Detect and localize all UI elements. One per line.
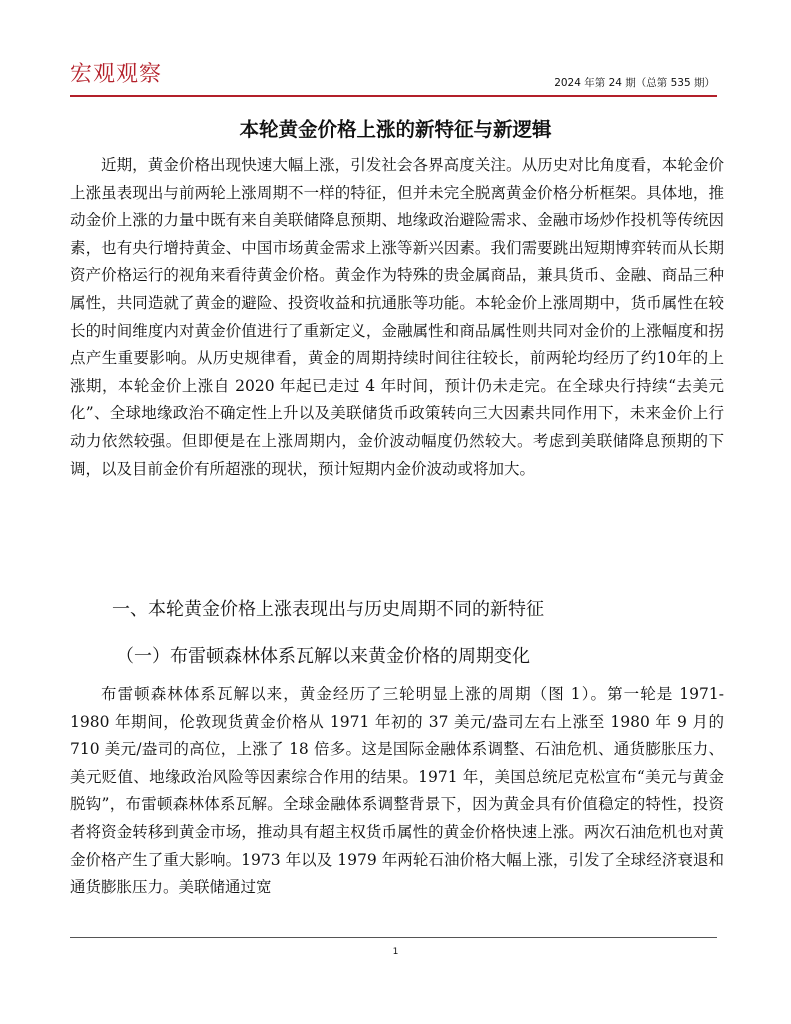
header-divider [70, 95, 717, 97]
intro-section [70, 152, 724, 483]
section-heading: 一、本轮黄金价格上涨表现出与历史周期不同的新特征 [112, 599, 544, 620]
subsection-heading: （一）布雷顿森林体系瓦解以来黄金价格的周期变化 [116, 646, 530, 667]
article-title: 本轮黄金价格上涨的新特征与新逻辑 [239, 118, 552, 141]
intro-paragraph: 近期，黄金价格出现快速大幅上涨，引发社会各界高度关注。从历史对比角度看，本轮金价上涨虽表现出与前两轮上涨周期不一样的特征，但并未完全脱离黄金价格分析框架。具体地，推动金价上涨的力量中既有来自美联储降息预期、地缘政治避险需求、金融市场炒作投机等传统因素，也有央行增持黄金、中国市场黄金需求上涨等新兴因素。我们需要跳出短期博弈转而从长期资产价格运行的视角来看待黄金价格。黄金作为特殊的贵金属商品，兼具货币、金融、商品三种属性，共同造就了黄金的避险、投资收益和抗通胀等功能。本轮金价上涨周期中，货币属性在较长的时间维度内对黄金价值进行了重新定义，金融属性和商品属性则共同对金价的上涨幅度和拐点产生重要影响。从历史规律看，黄金的周期持续时间往往较长，前两轮均经历了约10年的上涨期，本轮金价上涨自 2020 年起已走过 4 年时间，预计仍未走完。在全球央行持续“去美元化”、全球地缘政治不确定性上升以及美联储货币政策转向三大因素共同作用下，未来金价上行动力依然较强。但即便是在上涨周期内，金价波动幅度仍然较大。考虑到美联储降息预期的下调，以及目前金价有所超涨的现状，预计短期内金价波动或将加大。 [70, 156, 724, 478]
page-number: 1 [392, 947, 399, 957]
section-paragraph: 布雷顿森林体系瓦解以来，黄金经历了三轮明显上涨的周期（图 1）。第一轮是 1971-1980 年期间，伦敦现货黄金价格从 1971 年初的 37 美元/盎司左右上涨至 1980 年 9 月的 710 美元/盎司的高位，上涨了 18 倍多。这是国际金融体系调整、石油危机、通货膨胀压力、美元贬值、地缘政治风险等因素综合作用的结果。1971 年，美国总统尼克松宣布“美元与黄金脱钩”，布雷顿森林体系瓦解。全球金融体系调整背景下，因为黄金具有价值稳定的特性，投资者将资金转移到黄金市场，推动具有超主权货币属性的黄金价格快速上涨。两次石油危机也对黄金价格产生了重大影响。1973 年以及 1979 年两轮石油价格大幅上涨，引发了全球经济衰退和通货膨胀压力。美联储通过宽 [70, 685, 724, 897]
issue-number: 2024 年第 24 期（总第 535 期） [554, 77, 715, 89]
brand-title: 宏观观察 [70, 62, 163, 87]
section-body [70, 681, 724, 902]
footer-divider [70, 937, 717, 938]
